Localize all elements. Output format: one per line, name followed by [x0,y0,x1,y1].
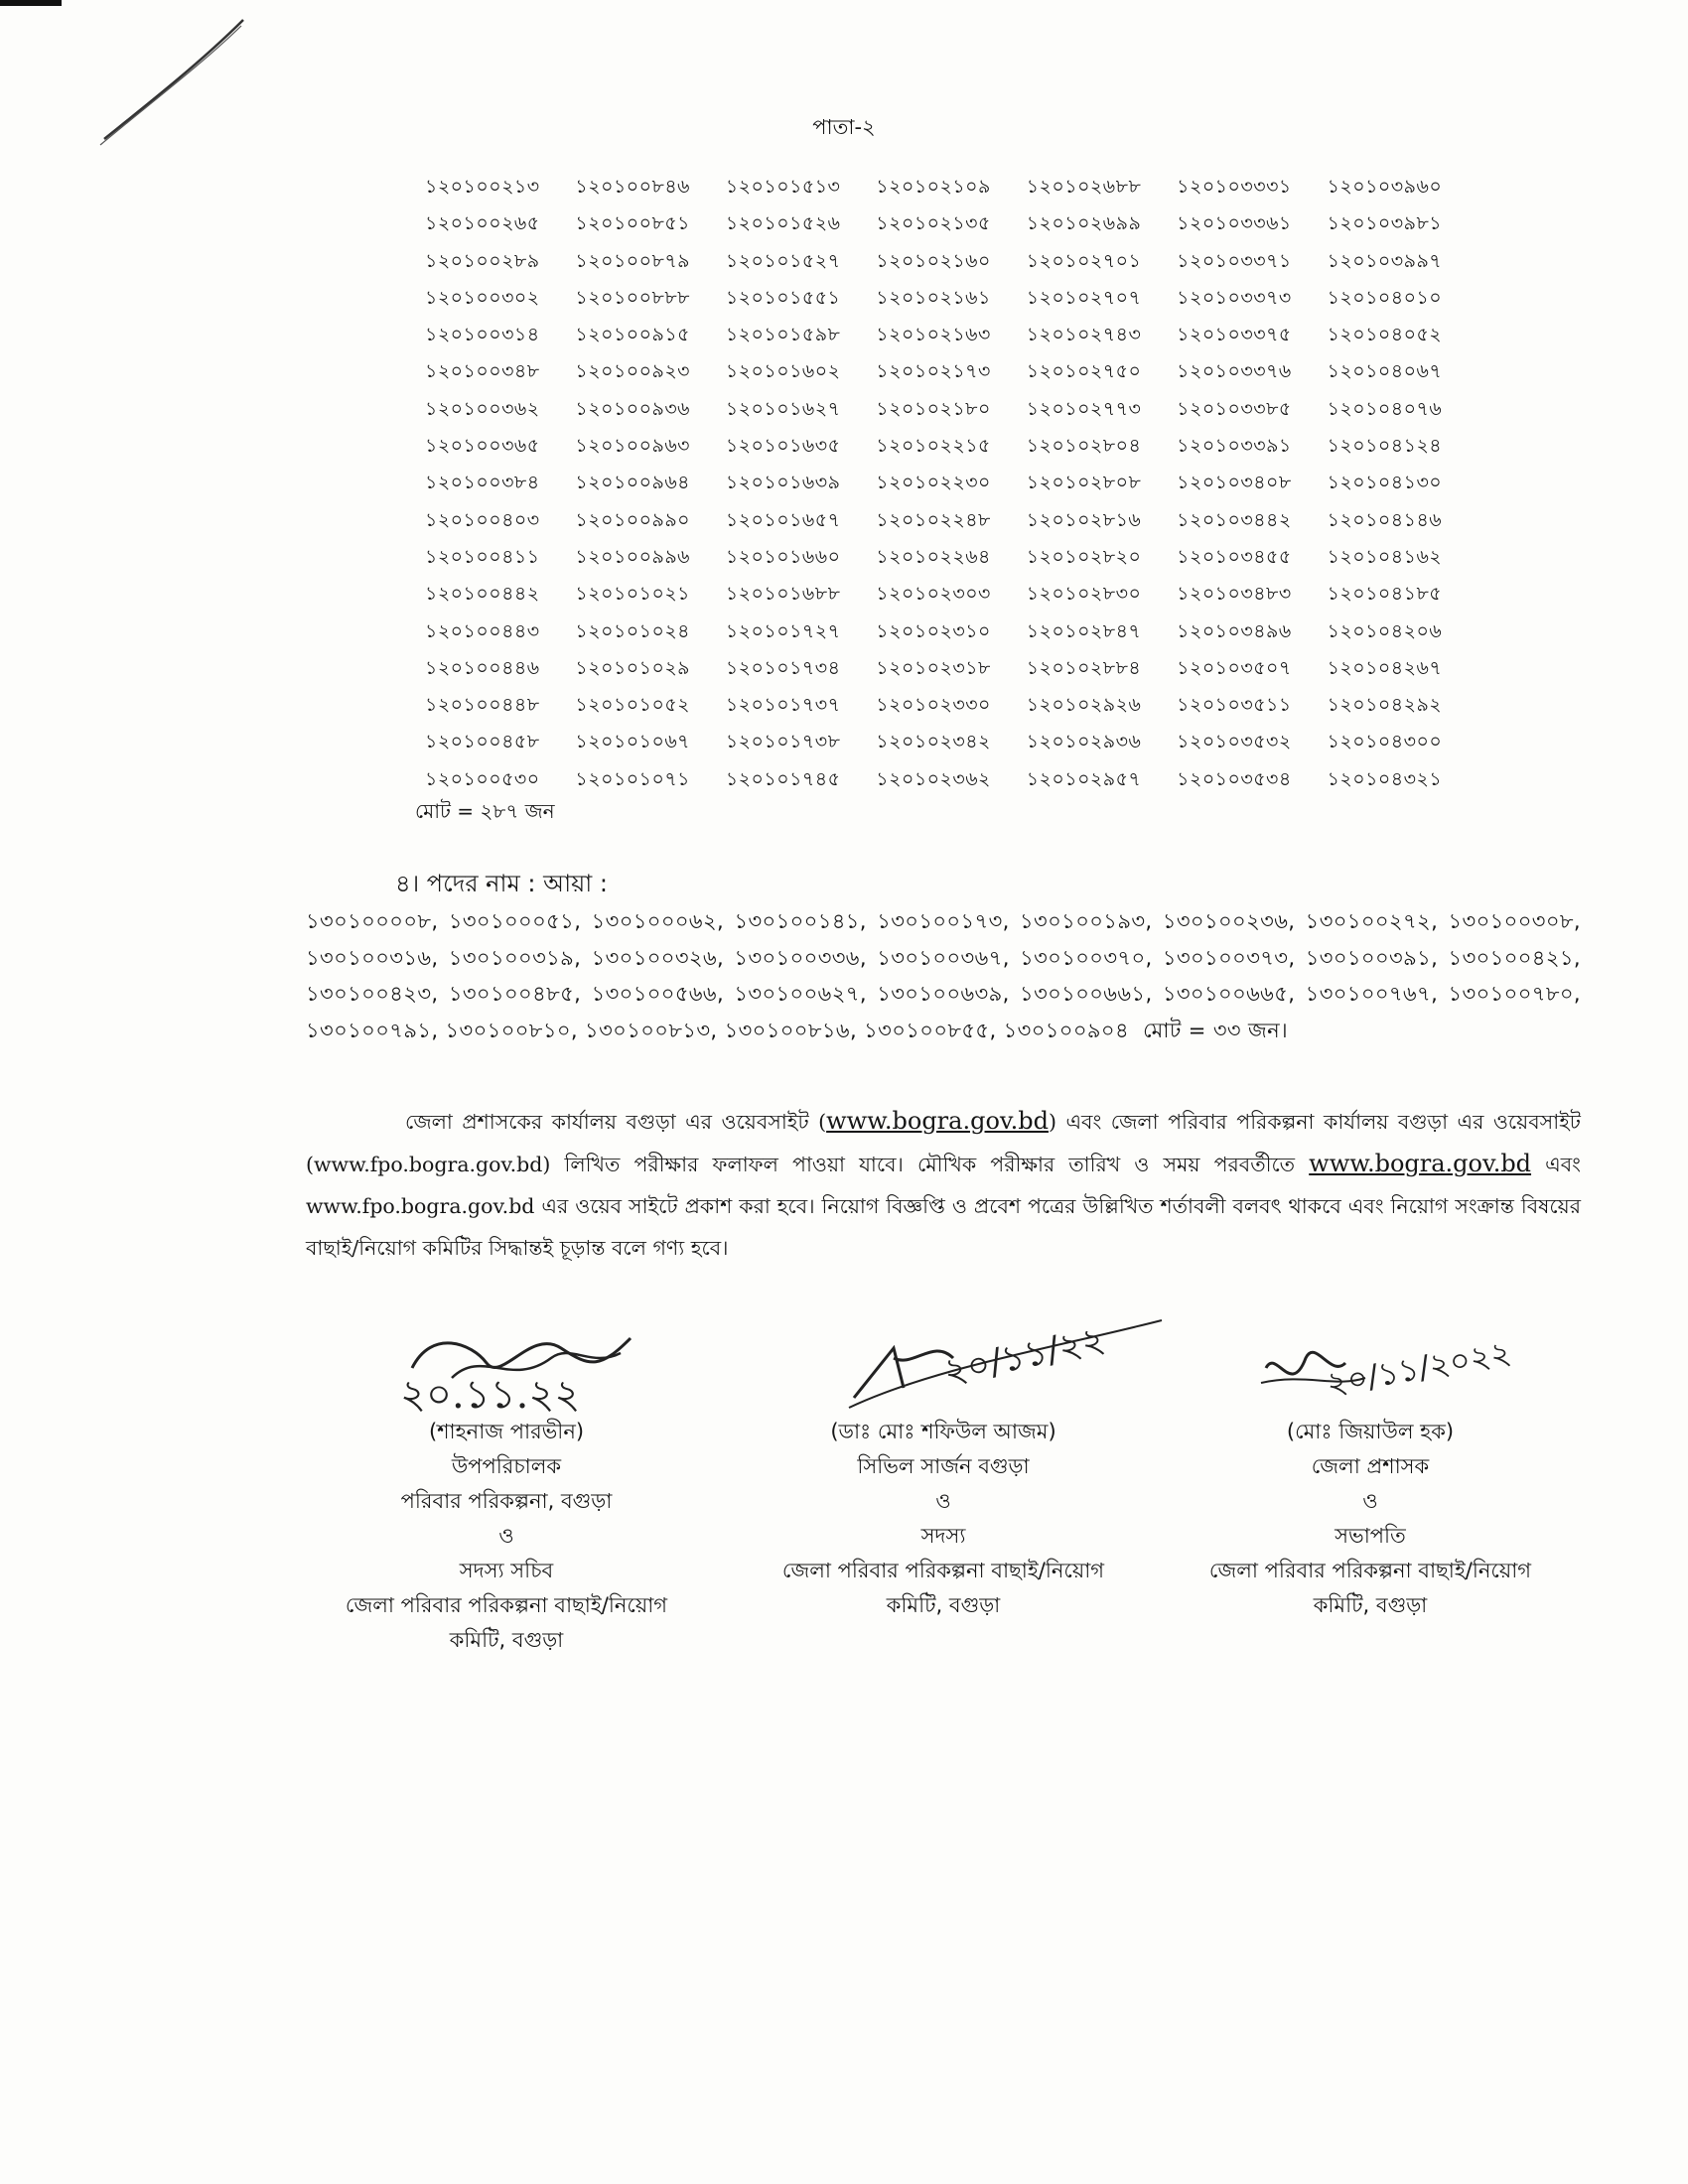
roll-number-cell: ১২০১০৪১৩০ [1327,472,1443,494]
signatory-1-committee-2: কমিটি, বগুড়া [449,1628,564,1652]
roll-number-cell: ১২০১০১৫১৩ [725,176,841,198]
roll-number-cell: ১২০১০০৯৩৬ [575,397,691,420]
roll-number-cell: ১২০১০২১৬০ [876,249,991,272]
roll-number-cell: ১২০১০০৮৫১ [575,212,690,235]
signatory-2-committee-2: কমিটি, বগুড়া [886,1593,1001,1617]
roll-number-cell: ১২০১০৪১৬২ [1327,545,1443,568]
signatory-2-name: (ডাঃ মোঃ শফিউল আজম) [830,1420,1056,1443]
signatory-3-designation: জেলা প্রশাসক [1311,1454,1430,1478]
signatory-2-conj: ও [935,1489,951,1513]
signatory-3-committee-1: জেলা পরিবার পরিকল্পনা বাছাই/নিয়োগ [1208,1559,1532,1582]
roll-number-cell: ১২০১০১০৬৭ [575,731,691,753]
roll-number-cell: ১২০১০৩৩৬১ [1177,212,1292,235]
signature-2 [834,1308,1172,1418]
roll-number-cell: ১২০১০৪০১০ [1327,286,1443,309]
roll-number-cell: ১২০১০২৩১৮ [876,656,991,679]
roll-number-cell: ১২০১০২৩৪২ [876,731,991,753]
roll-number-cell: ১২০১০৩৩৭৩ [1177,286,1292,309]
post-heading-aya: ৪। পদের নাম : আয়া : [395,870,608,897]
roll-number-cell: ১২০১০০৩০২ [425,286,540,309]
roll-number-cell: ১২০১০১০২১ [575,583,691,606]
roll-number-cell: ১২০১০১০৫২ [575,694,691,717]
roll-number-cell: ১২০১০১৬৩৫ [725,435,841,458]
signatory-2-designation: সিভিল সার্জন বগুড়া [857,1454,1030,1478]
roll-number-cell: ১২০১০২৩০৩ [876,583,991,606]
roll-number-cell: ১২০১০২৭৭৩ [1026,397,1142,420]
roll-number-cell: ১২০১০২৭৪৩ [1026,324,1142,346]
roll-number-cell: ১২০১০১৭৩৪ [725,656,841,679]
roll-number-cell: ১২০১০১৬৮৮ [725,583,841,606]
roll-number-cell: ১২০১০২৬৮৮ [1026,176,1142,198]
roll-number-cell: ১২০১০০৪৪৮ [425,694,540,717]
signatory-3-name: (মোঃ জিয়াউল হক) [1286,1420,1455,1443]
roll-number-cell: ১২০১০৩৯৯৭ [1327,249,1443,272]
signatory-1 [298,1415,715,1658]
roll-number-cell: ১২০১০৪১৪৬ [1327,508,1443,531]
roll-number-cell: ১২০১০১৬২৭ [725,397,841,420]
notice-text-2: ) এবং জেলা পরিবার পরিকল্পনা কার্যালয় বগুড়া এর ওয়েবসাইট (www.fpo.bogra.gov.bd) লিখিত পরীক্ষার ফলাফল পাওয়া যাবে। মৌখিক পরীক্ষার তারিখ ও সময় পরবর্তীতে [306,1110,1581,1176]
aya-roll-numbers: ১৩০১০০০০৮, ১৩০১০০০৫১, ১৩০১০০০৬২, ১৩০১০০১৪১, ১৩০১০০১৭৩, ১৩০১০০১৯৩, ১৩০১০০২৩৬, ১৩০১০০২৭২, ১৩০১০০৩০৮, ১৩০১০০৩১৬, ১৩০১০০৩১৯, ১৩০১০০৩২৬, ১৩০১০০৩৩৬, ১৩০১০০৩৬৭, ১৩০১০০৩৭০, ১৩০১০০৩৭৩, ১৩০১০০৩৯১, ১৩০১০০৪২১, ১৩০১০০৪২৩, ১৩০১০০৪৮৫, ১৩০১০০৫৬৬, ১৩০১০০৬২৭, ১৩০১০০৬৩৯, ১৩০১০০৬৬১, ১৩০১০০৬৬৫, ১৩০১০০৭৬৭, ১৩০১০০৭৮০, ১৩০১০০৭৯১, ১৩০১০০৮১০, ১৩০১০০৮১৩, ১৩০১০০৮১৬, ১৩০১০০৮৫৫, ১৩০১০০৯০৪ [306,909,1581,1042]
roll-number-cell: ১২০১০৩৯৬০ [1327,176,1443,198]
signature-3-date: ২০/১১/২০২২ [1324,1333,1514,1404]
signature-1 [392,1308,690,1418]
roll-number-cell: ১২০১০৩৪৪২ [1177,508,1292,531]
roll-number-cell: ১২০১০২১০৯ [876,176,991,198]
roll-number-cell: ১২০১০৪০৬৭ [1327,360,1443,383]
roll-number-cell: ১২০১০২২৪৮ [876,508,991,531]
roll-number-cell: ১২০১০২২১৫ [876,435,991,458]
roll-number-cell: ১২০১০২৭০৭ [1026,286,1142,309]
roll-number-cell: ১২০১০৩৫৩৪ [1177,767,1292,790]
roll-number-cell: ১২০১০০৯৬৪ [575,472,691,494]
signatory-1-role: সদস্য সচিব [459,1559,554,1582]
roll-number-cell: ১২০১০২৭৫০ [1026,360,1142,383]
roll-number-cell: ১২০১০৩৩৮৫ [1177,397,1292,420]
roll-number-cell: ১২০১০০৪১১ [425,545,540,568]
roll-number-cell: ১২০১০৪৩২১ [1327,767,1443,790]
signatory-2-committee-1: জেলা পরিবার পরিকল্পনা বাছাই/নিয়োগ [781,1559,1105,1582]
roll-number-cell: ১২০১০১৭২৭ [725,619,841,642]
signature-1-date: ২০.১১.২২ [400,1372,581,1418]
roll-number-cell: ১২০১০২৯৫৭ [1026,767,1142,790]
roll-number-cell: ১২০১০০৪৪২ [425,583,540,606]
roll-number-cell: ১২০১০২৩৬২ [876,767,991,790]
roll-number-cell: ১২০১০৩৫০৭ [1177,656,1292,679]
roll-number-cell: ১২০১০২১৮০ [876,397,991,420]
roll-number-cell: ১২০১০১৫২৬ [725,212,841,235]
roll-number-cell: ১২০১০০২৮৯ [425,249,540,272]
roll-number-cell: ১২০১০২৮১৬ [1026,508,1142,531]
page-number: পাতা-২ [812,115,876,139]
roll-number-cell: ১২০১০০৯৯৬ [575,545,691,568]
roll-number-cell: ১২০১০০৯৯০ [575,508,691,531]
roll-number-cell: ১২০১০০২১৩ [425,176,540,198]
roll-number-cell: ১২০১০০৪৪৩ [425,619,540,642]
roll-number-cell: ১২০১০০৮৮৮ [575,286,690,309]
roll-number-cell: ১২০১০০৫৩০ [425,767,540,790]
signature-2-date: ২০/১১/২২ [939,1319,1109,1394]
roll-number-cell: ১২০১০১৭৩৭ [725,694,841,717]
signatory-3 [1152,1415,1589,1623]
roll-number-cell: ১২০১০২৮২০ [1026,545,1142,568]
roll-number-cell: ১২০১০১৬০২ [725,360,841,383]
roll-number-cell: ১২০১০৩৪৮৩ [1177,583,1292,606]
roll-number-cell: ১২০১০০৩১৪ [425,324,540,346]
roll-number-cell: ১২০১০২১৬১ [876,286,991,309]
roll-number-cell: ১২০১০৪৩০০ [1327,731,1443,753]
website-link-dc-2[interactable]: www.bogra.gov.bd [1309,1150,1532,1177]
signatory-2 [725,1415,1162,1623]
signatory-1-conj: ও [498,1524,514,1548]
signatory-3-role: সভাপতি [1335,1524,1406,1548]
roll-number-cell: ১২০১০৩৪০৮ [1177,472,1292,494]
roll-number-cell: ১২০১০১৭৩৮ [725,731,841,753]
roll-number-cell: ১২০১০২৭০১ [1026,249,1142,272]
signatory-1-committee-1: জেলা পরিবার পরিকল্পনা বাছাই/নিয়োগ [345,1593,668,1617]
roll-number-cell: ১২০১০৩৩৭১ [1177,249,1292,272]
roll-number-cell: ১২০১০১৫৯৮ [725,324,841,346]
signatory-2-role: সদস্য [920,1524,966,1548]
roll-number-cell: ১২০১০১৭৪৫ [725,767,841,790]
roll-number-cell: ১২০১০৩৩৭৫ [1177,324,1292,346]
roll-number-cell: ১২০১০০২৬৫ [425,212,540,235]
result-notice [306,1100,1581,1269]
roll-number-cell: ১২০১০৩৪৯৬ [1177,619,1292,642]
roll-number-table [425,169,1477,798]
roll-number-cell: ১২০১০৪১৮৫ [1327,583,1443,606]
signatory-3-committee-2: কমিটি, বগুড়া [1313,1593,1428,1617]
roll-number-cell: ১২০১০২১৬৩ [876,324,991,346]
roll-number-cell: ১২০১০৩৪৫৫ [1177,545,1292,568]
roll-number-cell: ১২০১০২১৭৩ [876,360,991,383]
roll-number-cell: ১২০১০০৩৬২ [425,397,540,420]
roll-number-cell: ১২০১০৪০৭৬ [1327,397,1443,420]
roll-number-cell: ১২০১০১৬৩৯ [725,472,841,494]
signatory-1-office: পরিবার পরিকল্পনা, বগুড়া [400,1489,613,1513]
roll-number-cell: ১২০১০১৬৬০ [725,545,841,568]
roll-number-cell: ১২০১০৪০৫২ [1327,324,1443,346]
roll-number-cell: ১২০১০২৩১০ [876,619,991,642]
roll-number-cell: ১২০১০২৮৩০ [1026,583,1142,606]
roll-number-cell: ১২০১০২৯৩৬ [1026,731,1142,753]
roll-number-cell: ১২০১০২২৩০ [876,472,991,494]
notice-text-1: জেলা প্রশাসকের কার্যালয় বগুড়া এর ওয়েবসাইট ( [405,1110,827,1134]
roll-number-cell: ১২০১০৩৩৯১ [1177,435,1292,458]
roll-number-cell: ১২০১০১৬৫৭ [725,508,841,531]
roll-number-cell: ১২০১০৪২৬৭ [1327,656,1443,679]
roll-number-cell: ১২০১০৩৫৩২ [1177,731,1292,753]
roll-number-cell: ১২০১০১০২৯ [575,656,691,679]
signatory-1-designation: উপপরিচালক [451,1454,562,1478]
roll-number-cell: ১২০১০২৮৮৪ [1026,656,1142,679]
roll-number-cell: ১২০১০২৮০৮ [1026,472,1142,494]
roll-number-cell: ১২০১০১০৭১ [575,767,691,790]
roll-number-cell: ১২০১০২১৩৫ [876,212,991,235]
roll-number-cell: ১২০১০০৪৫৮ [425,731,540,753]
roll-number-cell: ১২০১০৪১২৪ [1327,435,1443,458]
roll-number-cell: ১২০১০৪২৯২ [1327,694,1443,717]
roll-number-cell: ১২০১০৩৫১১ [1177,694,1292,717]
roll-number-cell: ১২০১০০৪০৩ [425,508,540,531]
roll-number-cell: ১২০১০০৯১৫ [575,324,690,346]
signatory-3-conj: ও [1362,1489,1378,1513]
roll-number-cell: ১২০১০২৯২৬ [1026,694,1142,717]
roll-number-cell: ১২০১০০৮৪৬ [575,176,691,198]
roll-number-cell: ১২০১০৪২০৬ [1327,619,1443,642]
roll-number-cell: ১২০১০১৫৫১ [725,286,841,309]
total-count: মোট = ২৮৭ জন [415,799,555,823]
roll-number-cell: ১২০১০২৩৩০ [876,694,991,717]
roll-number-cell: ১২০১০০৮৭৯ [575,249,691,272]
roll-number-cell: ১২০১০৩৩৩১ [1177,176,1292,198]
roll-number-cell: ১২০১০০৯২৩ [575,360,691,383]
website-link-dc[interactable]: www.bogra.gov.bd [826,1107,1049,1135]
roll-number-cell: ১২০১০০৩৪৮ [425,360,540,383]
roll-number-cell: ১২০১০১০২৪ [575,619,691,642]
roll-number-cell: ১২০১০০৪৪৬ [425,656,540,679]
signature-3 [1246,1308,1544,1418]
roll-number-cell: ১২০১০০৩৬৫ [425,435,540,458]
roll-number-cell: ১২০১০২২৬৪ [876,545,991,568]
roll-number-cell: ১২০১০২৬৯৯ [1026,212,1142,235]
aya-total: মোট = ৩৩ জন। [1143,1018,1289,1042]
roll-number-cell: ১২০১০০৯৬৩ [575,435,691,458]
roll-number-cell: ১২০১০৩৯৮১ [1327,212,1443,235]
roll-number-cell: ১২০১০০৩৮৪ [425,472,540,494]
roll-number-cell: ১২০১০২৮৪৭ [1026,619,1142,642]
roll-number-cell: ১২০১০২৮০৪ [1026,435,1142,458]
roll-number-cell: ১২০১০৩৩৭৬ [1177,360,1292,383]
signatory-1-name: (শাহনাজ পারভীন) [428,1420,585,1443]
aya-roll-list [306,903,1581,1048]
roll-number-cell: ১২০১০১৫২৭ [725,249,841,272]
scan-corner-mark [0,0,62,6]
notice-text-3: এবং www.fpo.bogra.gov.bd এর ওয়েব সাইটে প্রকাশ করা হবে। নিয়োগ বিজ্ঞপ্তি ও প্রবেশ পত্রের উল্লিখিত শর্তাবলী বলবৎ থাকবে এবং নিয়োগ সংক্রান্ত বিষয়ের বাছাই/নিয়োগ কমিটির সিদ্ধান্তই চূড়ান্ত বলে গণ্য হবে। [306,1153,1581,1260]
